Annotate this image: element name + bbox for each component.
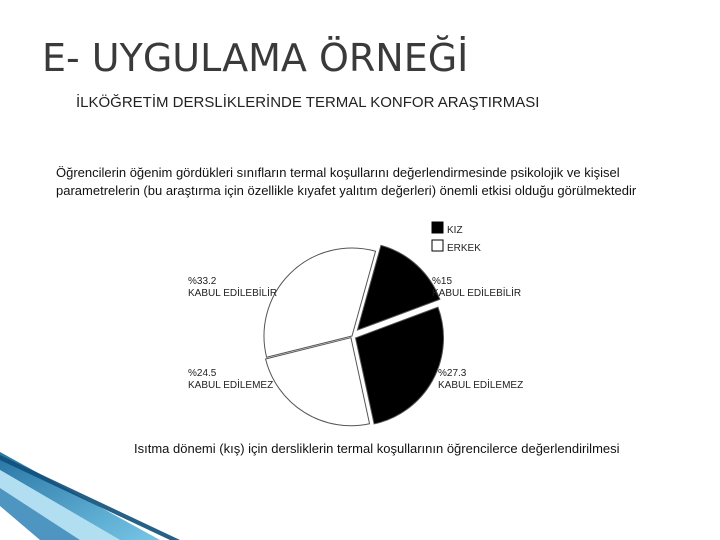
pie-slices: [264, 245, 444, 425]
legend-swatch-1: [432, 222, 443, 233]
slice-label-pct-2: %15: [432, 276, 453, 287]
slice-label-pct-1: %33.2: [188, 276, 217, 287]
corner-decoration: [0, 452, 180, 540]
slide-title: E- UYGULAMA ÖRNEĞİ: [42, 36, 469, 80]
slide-subtitle: İLKÖĞRETİM DERSLİKLERİNDE TERMAL KONFOR ARAŞTIRMASI: [76, 94, 540, 111]
legend-label-2: ERKEK: [447, 243, 481, 254]
legend-label-1: KIZ: [447, 225, 463, 236]
slice-label-text-4: KABUL EDİLEMEZ: [188, 380, 274, 391]
slice-label-text-3: KABUL EDİLEMEZ: [438, 380, 524, 391]
chart-legend: [432, 222, 481, 254]
slice-label-text-1: KABUL EDİLEBİLİR: [188, 288, 278, 299]
slice-label-pct-4: %24.5: [188, 368, 217, 379]
legend-swatch-2: [432, 240, 443, 251]
chart-caption: Isıtma dönemi (kış) için dersliklerin termal koşullarının öğrencilerce değerlendirilmesi: [134, 441, 620, 456]
description-line-2: parametrelerin (bu araştırma için özellikle kıyafet yalıtım değerleri) önemli etkisi olduğu görülmektedir: [56, 183, 637, 198]
slice-label-text-2: KABUL EDİLEBİLİR: [432, 288, 522, 299]
slice-label-pct-3: %27.3: [438, 368, 467, 379]
description-line-1: Öğrencilerin öğenim gördükleri sınıfların termal koşullarını değerlendirmesinde psikolojik ve kişisel: [56, 165, 620, 180]
